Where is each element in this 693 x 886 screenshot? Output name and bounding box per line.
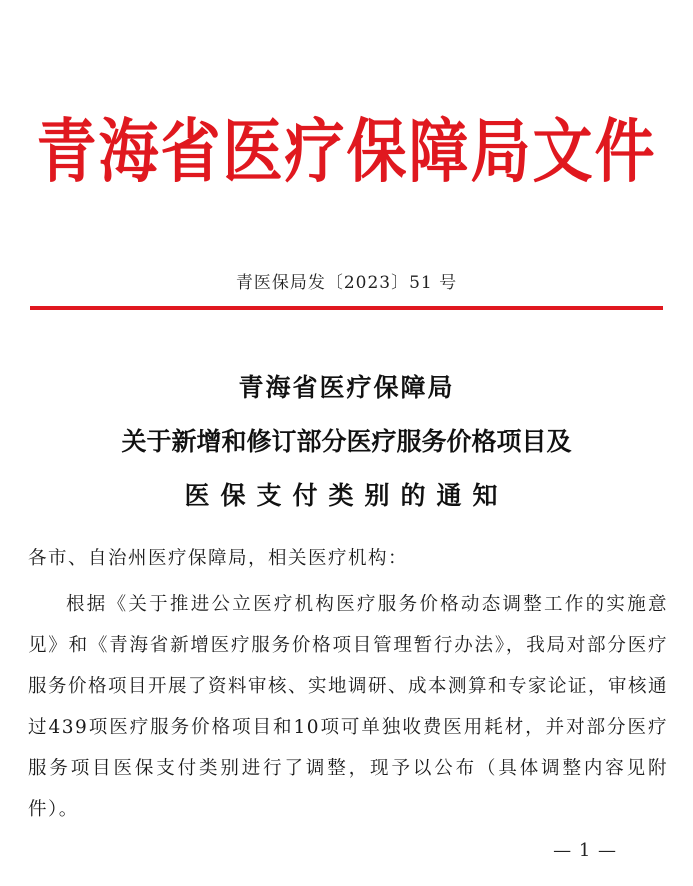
notice-title-line-2: 关于新增和修订部分医疗服务价格项目及 [121,427,572,456]
document-number: 青医保局发〔2023〕51 号 [235,273,458,293]
red-separator-line [30,306,663,310]
page-number: — 1 — [553,840,617,861]
salutation: 各市、自治州医疗保障局，相关医疗机构： [28,548,409,569]
notice-title-line-3: 医保支付类别的通知 [184,481,509,510]
body-paragraph: 根据《关于推进公立医疗机构医疗服务价格动态调整工作的实施意见》和《青海省新增医疗服务价格项目管理暂行办法》，我局对部分医疗服务价格项目开展了资料审核、实地调研、成本测算和专家论证，审核通过439项医疗服务价格项目和10项可单独收费医用耗材，并对部分医疗服务项目医保支付类别进行了调整，现予以公布（具体调整内容见附件）。 [28,594,669,820]
issuing-authority-header: 青海省医疗保障局文件 [36,111,657,193]
notice-title-line-1: 青海省医疗保障局 [238,373,455,402]
